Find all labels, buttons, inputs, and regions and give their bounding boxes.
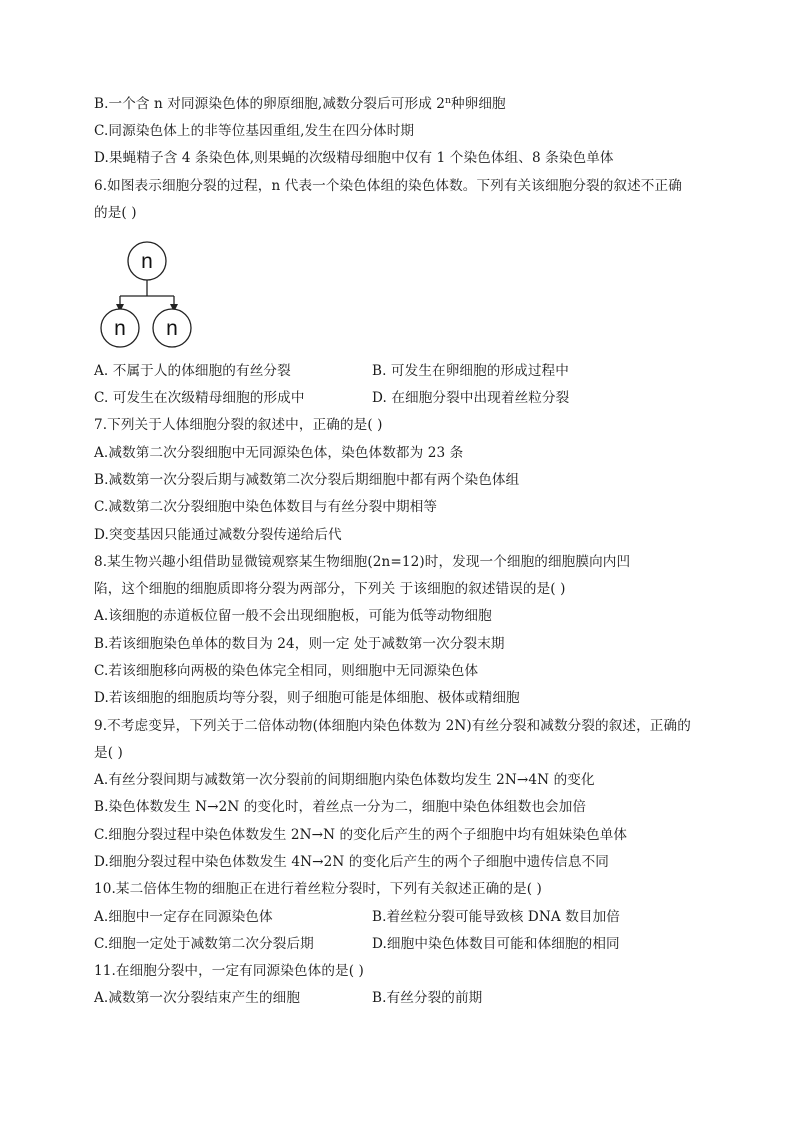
q9-option-a: A.有丝分裂间期与减数第一次分裂前的间期细胞内染色体数均发生 2N→4N 的变化: [94, 772, 595, 788]
q10-stem: 10.某二倍体生物的细胞正在进行着丝粒分裂时，下列有关叙述正确的是( ): [94, 881, 542, 897]
q6-option-a: A. 不属于人的体细胞的有丝分裂: [94, 363, 291, 379]
q7-option-d: D.突变基因只能通过减数分裂传递给后代: [94, 527, 342, 543]
q10-options-row-1: [94, 908, 620, 926]
q5-option-b: B.一个含 n 对同源染色体的卵原细胞,减数分裂后可形成 2$^n$种卵细胞: [94, 96, 506, 112]
q6-option-c: C. 可发生在次级精母细胞的形成中: [94, 390, 305, 406]
q8-option-a: A.该细胞的赤道板位留一般不会出现细胞板，可能为低等动物细胞: [94, 608, 492, 624]
q6-options-row-1: [94, 362, 569, 380]
q10-option-d: D.细胞中染色体数目可能和体细胞的相同: [372, 936, 620, 952]
q9-option-c: C.细胞分裂过程中染色体数发生 2N→N 的变化后产生的两个子细胞中均有姐妹染色单体: [94, 827, 628, 843]
q11-stem: 11.在细胞分裂中，一定有同源染色体的是( ): [94, 963, 364, 979]
q11-options-row-1: [94, 989, 483, 1007]
q8-stem: 8.某生物兴趣小组借助显微镜观察某生物细胞(2n=12)时，发现一个细胞的细胞膜向内凹: [94, 554, 631, 570]
q7-option-b: B.减数第一次分裂后期与减数第二次分裂后期细胞中都有两个染色体组: [94, 472, 520, 488]
q10-options-row-2: [94, 935, 620, 953]
q6-option-b: B. 可发生在卵细胞的形成过程中: [372, 363, 569, 379]
q8-stem-cont: 陷，这个细胞的细胞质即将分裂为两部分，下列关 于该细胞的叙述错误的是( ): [94, 581, 566, 597]
q7-option-a: A.减数第二次分裂细胞中无同源染色体，染色体数都为 23 条: [94, 445, 464, 461]
q6-options-row-2: [94, 389, 570, 407]
q5-option-d: D.果蝇精子含 4 条染色体,则果蝇的次级精母细胞中仅有 1 个染色体组、8 条染色单体: [94, 150, 614, 166]
q11-option-b: B.有丝分裂的前期: [372, 990, 483, 1006]
q10-option-a: A.细胞中一定存在同源染色体: [94, 909, 273, 925]
q11-option-a: A.减数第一次分裂结束产生的细胞: [94, 990, 301, 1006]
q6-stem: 6.如图表示细胞分裂的过程，n 代表一个染色体组的染色体数。下列有关该细胞分裂的叙述不正确: [94, 178, 682, 194]
q6-stem-cont: 的是( ): [94, 205, 137, 221]
q9-option-d: D.细胞分裂过程中染色体数发生 4N→2N 的变化后产生的两个子细胞中遗传信息不同: [94, 854, 609, 870]
q10-option-c: C.细胞一定处于减数第二次分裂后期: [94, 936, 314, 952]
q9-option-b: B.染色体数发生 N→2N 的变化时，着丝点一分为二，细胞中染色体组数也会加倍: [94, 799, 587, 815]
cell-division-diagram: [94, 240, 204, 352]
q8-option-c: C.若该细胞移向两极的染色体完全相同，则细胞中无同源染色体: [94, 663, 479, 679]
q5-option-c: C.同源染色体上的非等位基因重组,发生在四分体时期: [94, 123, 415, 139]
q7-stem: 7.下列关于人体细胞分裂的叙述中，正确的是( ): [94, 417, 383, 433]
q9-stem: 9.不考虑变异，下列关于二倍体动物(体细胞内染色体数为 2N)有丝分裂和减数分裂的叙述，正确的: [94, 718, 691, 734]
daughter-cell-left-label: n: [114, 317, 126, 340]
daughter-cell-right-label: n: [166, 317, 178, 340]
q10-option-b: B.着丝粒分裂可能导致核 DNA 数目加倍: [372, 909, 620, 925]
q6-option-d: D. 在细胞分裂中出现着丝粒分裂: [372, 390, 570, 406]
q7-option-c: C.减数第二次分裂细胞中染色体数目与有丝分裂中期相等: [94, 499, 438, 515]
q8-option-d: D.若该细胞的细胞质均等分裂，则子细胞可能是体细胞、极体或精细胞: [94, 690, 520, 706]
q9-stem-cont: 是( ): [94, 745, 123, 761]
q8-option-b: B.若该细胞染色单体的数目为 24，则一定 处于减数第一次分裂末期: [94, 636, 505, 652]
parent-cell-label: n: [141, 250, 153, 273]
